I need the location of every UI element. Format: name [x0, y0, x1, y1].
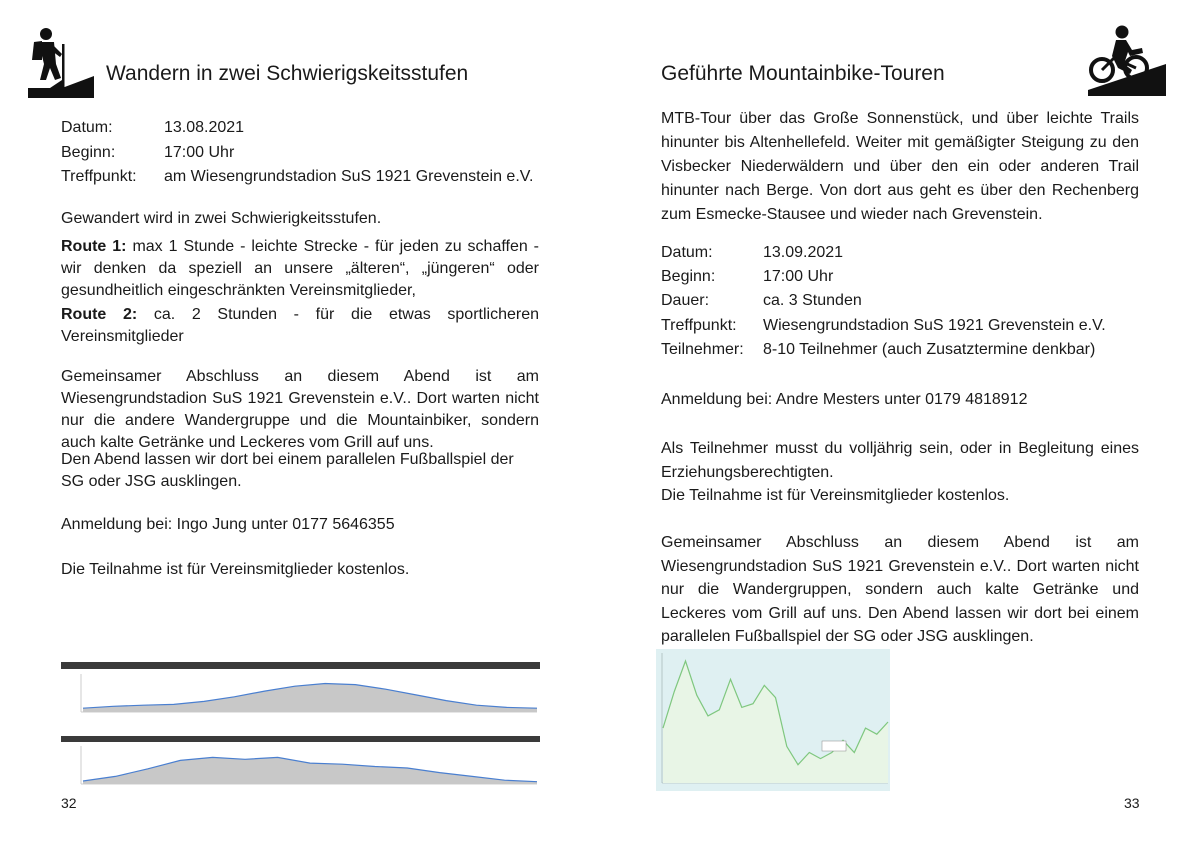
left-detail-meeting [61, 168, 534, 186]
left-registration: Anmeldung bei: Ingo Jung unter 0177 5646355 [61, 516, 395, 533]
left-detail-start [61, 144, 235, 162]
detail-label: Beginn: [61, 144, 116, 161]
left-fee: Die Teilnahme ist für Vereinsmitglieder kostenlos. [61, 561, 410, 578]
profile-header-bar [61, 736, 540, 742]
right-detail-meeting [661, 317, 1106, 335]
detail-label: Treffpunkt: [661, 317, 737, 334]
hiker-icon [28, 26, 96, 98]
detail-label: Teilnehmer: [661, 341, 744, 358]
right-detail-date [661, 244, 844, 262]
route-1-text: max 1 Stunde - leichte Strecke - für jeden zu schaffen - wir denken da speziell an unsere „älteren“, „jüngeren“ oder gesundheitlich eingeschränkten Vereinsmitglieder, [61, 238, 540, 299]
left-detail-date [61, 119, 245, 137]
mtb-description: MTB-Tour über das Große Sonnenstück, und über leichte Trails hinunter bis Altenhellefeld. Weiter mit gemäßigter Steigung zu den Visbecker Niederwäldern und über den ein oder anderen Trail hinunter nach Berge. Von dort aus geht es über den Rechenberg zum Esmecke-Stausee und wieder nach Grevenstein. [661, 110, 1139, 223]
profile-header-bar [61, 662, 540, 669]
detail-label: Dauer: [661, 292, 710, 309]
right-detail-duration [661, 292, 862, 310]
page-number-right: 33 [1124, 795, 1140, 811]
page-number-left: 32 [61, 795, 77, 811]
detail-value: am Wiesengrundstadion SuS 1921 Grevenstein e.V. [164, 168, 534, 185]
mountain-biker-icon [1088, 24, 1166, 96]
detail-label: Datum: [661, 244, 713, 261]
tooltip-box [822, 741, 846, 751]
detail-value: Wiesengrundstadion SuS 1921 Grevenstein e.V. [763, 317, 1106, 334]
profile-area [83, 684, 537, 713]
right-detail-participants [661, 341, 1096, 359]
right-closing: Gemeinsamer Abschluss an diesem Abend ist am Wiesengrundstadion SuS 1921 Grevenstein e.V.. Dort warten nicht nur die Wandergruppen, sondern auch kalte Getränke und Leckeres vom Grill auf uns. Den Abend lassen wir dort bei einem parallelen Fußballspiel der SG oder JSG ausklingen. [661, 534, 1139, 645]
elevation-profile-route-1 [61, 662, 540, 718]
detail-label: Beginn: [661, 268, 716, 285]
route-2-label: Route 2: [61, 306, 138, 323]
detail-value: 8-10 Teilnehmer (auch Zusatztermine denkbar) [763, 341, 1096, 358]
left-closing: Gemeinsamer Abschluss an diesem Abend ist am Wiesengrundstadion SuS 1921 Grevenstein e.V.. Dort warten nicht nur die andere Wandergruppe und die Mountainbiker, sondern auch kalte Getränke und Leckeres vom Grill auf uns. [61, 368, 539, 451]
right-fee: Die Teilnahme ist für Vereinsmitglieder kostenlos. [661, 487, 1010, 504]
detail-label: Treffpunkt: [61, 168, 137, 185]
right-registration: Anmeldung bei: Andre Mesters unter 0179 4818912 [661, 391, 1028, 408]
detail-label: Datum: [61, 119, 113, 136]
route-2 [61, 304, 539, 348]
right-heading: Geführte Mountainbike-Touren [661, 62, 945, 85]
detail-value: 17:00 Uhr [763, 268, 834, 285]
detail-value: 17:00 Uhr [164, 144, 235, 161]
detail-value: 13.08.2021 [164, 119, 245, 136]
left-heading: Wandern in zwei Schwierigskeitsstufen [106, 62, 469, 85]
detail-value: 13.09.2021 [763, 244, 844, 261]
right-detail-start [661, 268, 834, 286]
left-closing-2: Den Abend lassen wir dort bei einem parallelen Fußballspiel der SG oder JSG ausklingen. [61, 451, 514, 490]
right-requirement: Als Teilnehmer musst du volljährig sein, oder in Begleitung eines Erziehungsberechtigten. [661, 440, 1139, 481]
mtb-elevation-chart [656, 649, 890, 791]
route-1-label: Route 1: [61, 238, 127, 255]
elevation-profile-route-2 [61, 736, 540, 788]
route-1 [61, 236, 539, 302]
detail-value: ca. 3 Stunden [763, 292, 862, 309]
left-intro: Gewandert wird in zwei Schwierigkeitsstufen. [61, 210, 382, 227]
route-2-text: ca. 2 Stunden - für die etwas sportlicheren Vereinsmitglieder [61, 306, 539, 345]
profile-area [83, 757, 537, 784]
